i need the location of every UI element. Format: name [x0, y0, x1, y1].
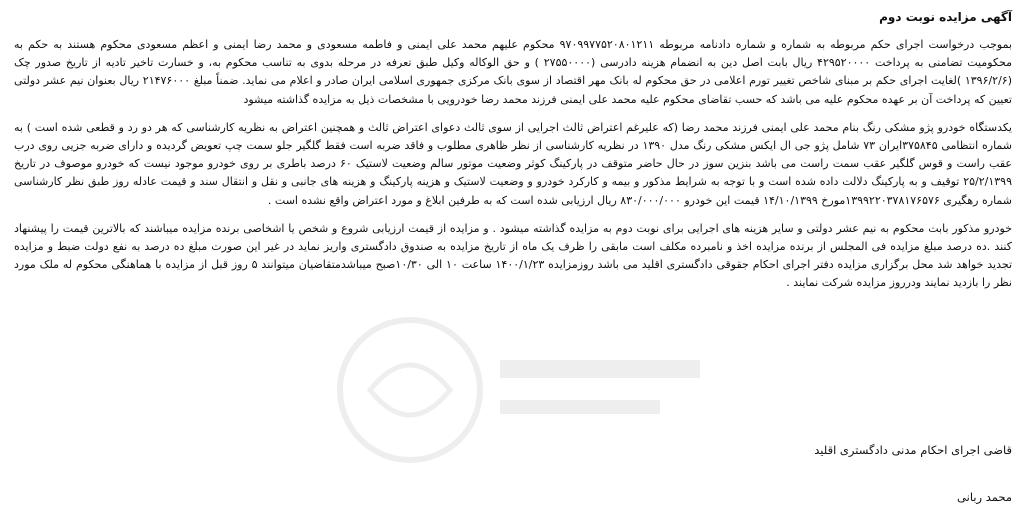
judge-office: قاضی اجرای احکام مدنی دادگستری اقلید	[814, 443, 1012, 457]
paragraph-judgment: بموجب درخواست اجرای حکم مربوطه به شماره و شماره دادنامه مربوطه ۹۷۰۹۹۷۷۵۲۰۸۰۱۲۱۱ محکوم علیهم محمد علی ایمنی و فاطمه مسعودی و محمد رضا ایمنی و اعظم مسعودی محکوم هستند به حکم به محکومیت تضامنی به پرداخت ۴۲۹۵۲۰۰۰۰ ریال بابت اصل دین به انضمام هزینه دادرسی (۲۷۵۵۰۰۰۰ ) و حق الوکاله وکیل طبق تعرفه در مرحله بدوی به تناسب محکوم به، و خسارت تاخیر تادیه از تاریخ صدور چک (۱۳۹۶/۲/۶ )لغایت اجرای حکم بر مبنای شاخص تغییر تورم اعلامی در حق محکوم له بانک مهر اقتصاد از سوی بانک مرکزی جمهوری اسلامی ایران صادر و اعلام می نماید. ضمناً مبلغ ۲۱۴۷۶۰۰۰ ریال بعنوان نیم عشر دولتی تعیین که پرداخت آن بر عهده محکوم علیه می باشد که حسب تقاضای محکوم علیه محمد علی ایمنی فرزند محمد رضا خودرویی با مشخصات ذیل به مزایده گذاشته میشود	[14, 38, 1012, 106]
notice-heading: آگهی مزایده نوبت دوم	[879, 10, 1012, 24]
paragraph-vehicle: یکدستگاه خودرو پژو مشکی رنگ بنام محمد علی ایمنی فرزند محمد رضا (که علیرغم اعتراض ثالث اجرایی از سوی ثالث دعوای اعتراض ثالث و همچنین اعتراض به نظریه کارشناسی که هر دو رد و قطعی شده است ) به شماره انتظامی ۳۷۵۸۴۵ایران ۷۳ شامل پژو جی ال ایکس مشکی رنگ مدل ۱۳۹۰ در نظریه کارشناسی از نظر ظاهری مطلوب و فاقد ضربه است فقط گلگیر جلو سمت چپ تعویض گردیده و دارای ضربه جزیی روی درب عقب راست و قوس گلگیر عقب سمت راست می باشد بنزین سوز در حال حاضر متوقف در پارکینگ کوثر وضعیت موتور سالم وضعیت لاستیک ۶۰ درصد باطری بر روی خودرو موجود نیست که خودرو موصوف در تاریخ ۲۵/۲/۱۳۹۹ توقیف و به پارکینگ دلالت داده شده است و با توجه به شرایط مذکور و بیمه و کارکرد خودرو و وضعیت لاستیک و هزینه پارکینگ و هزینه های جانبی و نقل و انتقال سند و قیمت عادله روز طبق نظر کارشناسی شماره رهگیری ۱۳۹۹۲۲۰۳۷۸۱۷۶۵۷۶مورخ ۱۴/۱۰/۱۳۹۹ قیمت این خودرو ۸۳۰/۰۰۰/۰۰۰ ریال ارزیابی شده است که به طرفین ابلاغ و مورد اعتراض واقع نشده است .	[14, 120, 1013, 207]
paragraph-auction-terms: خودرو مذکور بابت محکوم به نیم عشر دولتی و سایر هزینه های اجرایی برای نوبت دوم به مزایده گذاشته میشود . و مزایده از قیمت ارزیابی شروع و شخص یا اشخاصی برنده مزایده میباشند که بالاترین قیمت را پیشنهاد کنند .ده درصد مبلغ مزایده فی المجلس از برنده مزایده اخذ و نامبرده مکلف است مابقی را ظرف یک ماه از تاریخ مزایده به صندوق دادگستری واریز نماید در غیر این صورت مبلغ ده درصد به نفع دولت ضبط و مزایده تجدید خواهد شد محل برگزاری مزایده دفتر اجرای احکام جقوقی دادگستری اقلید می باشد روزمزایده ۱۴۰۰/۱/۲۳ ساعت ۱۰ الی ۱۰/۳۰صبح میباشدمتقاضیان میتوانند ۵ روز قبل از مزایده با هماهنگی محکوم له ملک مورد نظر را بازدید نمایند ودرروز مزایده شرکت نمایند .	[14, 221, 1012, 290]
signer-name: محمد ربانی	[957, 490, 1012, 504]
